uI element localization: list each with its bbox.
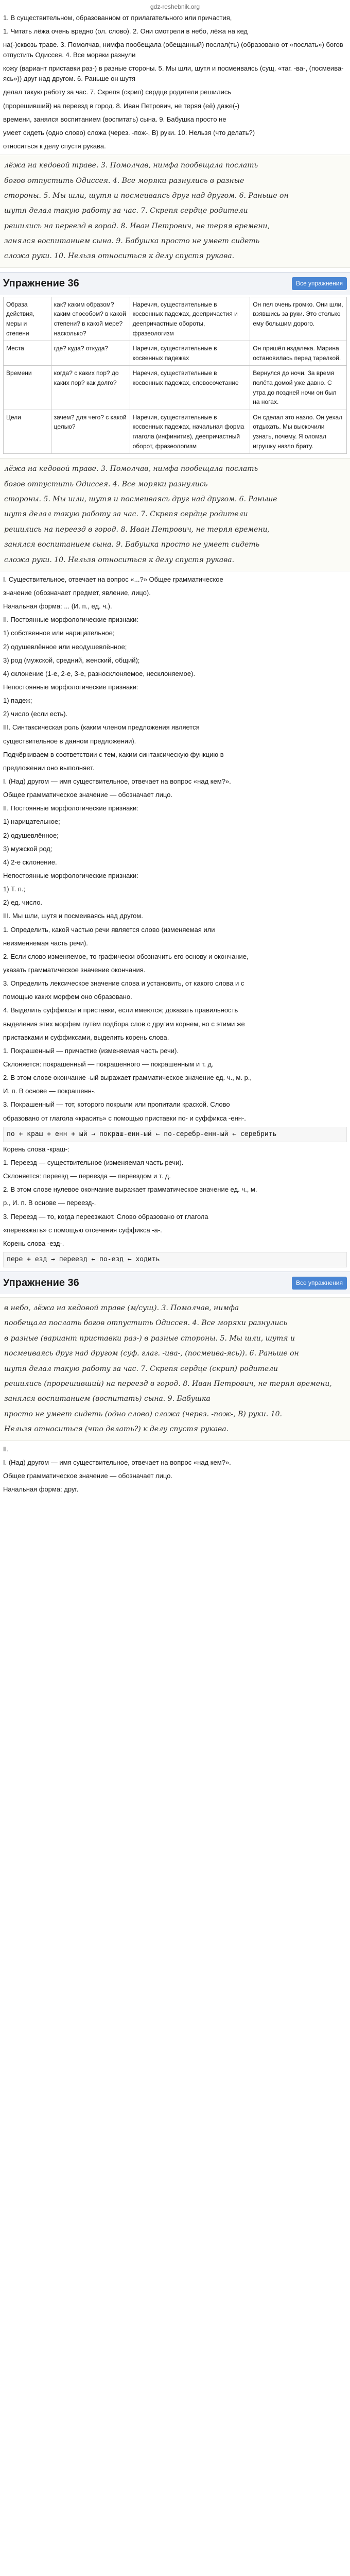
intro-paragraph: кожу (вариант приставки раз-) в разные стороны. 5. Мы шли, шутя и посмеиваясь (сущ. «таг. -ва-, (посмеива-ясь»)) друг над другом. 6. Раньше он шутя: [3, 64, 344, 83]
intro-paragraph: 1. Читать лёжа очень вредно (ол. слово). 2. Они смотрели в небо, лёжа на кед: [3, 27, 248, 35]
all-exercises-button[interactable]: Все упражнения: [292, 1277, 347, 1290]
intro-paragraph: на(-)сквозь траве. 3. Помолчав, нимфа пообещала (обещанный) послал(ть) (образовано от «послать») богов отпустить Одиссея. 4. Все моряки разнули: [3, 40, 343, 59]
morpheme-scheme: по + краш + енн + ый → покраш-енн-ый ← по-серебр-енн-ый ← серебрить: [3, 1127, 347, 1142]
table-row: [4, 341, 347, 366]
analysis-paragraph: Склоняется: покрашенный — покрашенного — покрашенным и т. д.: [3, 1060, 214, 1068]
intro-paragraph: 1. В существительном, образованном от прилагательного или причастия,: [3, 13, 232, 22]
analysis-paragraph: 1. Покрашенный — причастие (изменяемая часть речи).: [3, 1046, 179, 1055]
exercise-title: Упражнение 36: [3, 1277, 79, 1289]
photo-line: стороны. 5. Мы шли, шутя и посмеиваясь друг над другом. 6. Раньше: [4, 495, 277, 503]
table-cell: Он пришёл издалека. Марина остановилась перед тарелкой.: [250, 341, 347, 366]
photo-line: сложа руки. 10. Нельзя относиться к делу спустя рукава.: [4, 252, 235, 261]
analysis-paragraph: 2) одушевлённое;: [3, 831, 59, 839]
exercise-title: Упражнение 36: [3, 277, 79, 289]
table-cell: Наречия, существительные в косвенных падежах, словосочетание: [130, 366, 250, 410]
table-cell: зачем? для чего? с какой целью?: [51, 410, 130, 453]
table-cell: Места: [4, 341, 51, 366]
intro-paragraph: относиться к делу спустя рукава.: [3, 142, 106, 150]
analysis-paragraph: 1) падеж;: [3, 697, 32, 705]
table-cell: Он сделал это назло. Он уехал отдыхать. Мы выскочили узнать, почему. Я оломал игрушку назло брату.: [250, 410, 347, 453]
analysis-paragraph: 4) склонение (1-е, 2-е, 3-е, разносклоняемое, несклоняемое).: [3, 669, 196, 677]
handwritten-photo-1: [0, 155, 350, 268]
analysis-paragraph: 3. Определить лексическое значение слова и установить, от какого слова и с: [3, 979, 244, 988]
tail-paragraph: I. (Над) другом — имя существительное, отвечает на вопрос «над кем?».: [3, 1458, 231, 1466]
photo-line: богов отпустить Одиссея. 4. Все моряки разнулись в разные: [4, 176, 244, 185]
table-cell: Образа действия, меры и степени: [4, 297, 51, 341]
analysis-paragraph: 1) нарицательное;: [3, 818, 60, 826]
intro-paragraph: времени, занялся воспитанием (воспитать) сына. 9. Бабушка просто не: [3, 115, 226, 123]
analysis-paragraph: 2. Если слово изменяемое, то графически обозначить его основу и окончание,: [3, 952, 249, 960]
analysis-paragraph: р., И. п. В основе — переезд-.: [3, 1199, 96, 1207]
tail-section: [0, 1444, 350, 1495]
analysis-paragraph: приставками и суффиксами, выделить корень слова.: [3, 1033, 169, 1041]
analysis-paragraph: I. (Над) другом — имя существительное, отвечает на вопрос «над кем?».: [3, 777, 231, 786]
analysis-paragraph: образовано от глагола «красить» с помощью приставки по- и суффикса -енн-.: [3, 1114, 246, 1122]
analysis-paragraph: Начальная форма: ... (И. п., ед. ч.).: [3, 602, 112, 611]
tail-paragraph: II.: [3, 1445, 9, 1453]
all-exercises-button[interactable]: Все упражнения: [292, 277, 347, 290]
photo-line: решились на переезд в город. 8. Иван Петрович, не теряя времени,: [4, 222, 270, 230]
analysis-paragraph: 1) Т. п.;: [3, 885, 26, 893]
photo-line: занялся воспитанием сына. 9. Бабушка просто не умеет сидеть: [4, 237, 260, 246]
photo-line: решились на переезд в город. 8. Иван Петрович, не теряя времени,: [4, 525, 270, 534]
exercise-header-2: [0, 1272, 350, 1294]
analysis-paragraph: помощью каких морфем оно образовано.: [3, 993, 132, 1001]
analysis-paragraph: И. п. В основе — покрашенн-.: [3, 1087, 96, 1095]
analysis-paragraph: «переезжать» с помощью отсечения суффикса -а-.: [3, 1226, 162, 1234]
photo-line: шутя делал такую работу за час. 7. Скрепя сердце (скрип) родители: [4, 1364, 278, 1373]
analysis-paragraph: Непостоянные морфологические признаки:: [3, 683, 138, 691]
handwritten-photo-2: [0, 458, 350, 571]
analysis-paragraph: I. Существительное, отвечает на вопрос «...?» Общее грамматическое: [3, 575, 223, 583]
analysis-paragraph: 2. В этом слове окончание -ый выражает грамматическое значение ед. ч., м. р.,: [3, 1074, 252, 1082]
adverbials-table-section: [0, 297, 350, 454]
photo-line: в разные (вариант приставки раз-) в разные стороны. 5. Мы шли, шутя и: [4, 1334, 295, 1343]
table-cell: как? каким образом? каким способом? в какой степени? в какой мере? насколько?: [51, 297, 130, 341]
photo-line: в небо, лёжа на кедовой траве (м/сущ). 3. Помолчав, нимфа: [4, 1304, 239, 1313]
analysis-paragraph: 1. Определить, какой частью речи является слово (изменяемая или: [3, 925, 215, 934]
photo-line: лёжа на кедовой траве. 3. Помолчав, нимфа пообещала послать: [4, 465, 258, 473]
analysis-paragraph: III. Мы шли, шутя и посмеиваясь над другом.: [3, 912, 143, 920]
photo-line: посмеиваясь друг над другом (суф. глаг. -ива-, (посмеива-ясь)). 6. Раньше он: [4, 1349, 299, 1358]
analysis-paragraph: значение (обозначает предмет, явление, лицо).: [3, 589, 151, 597]
analysis-paragraph: II. Постоянные морфологические признаки:: [3, 616, 138, 624]
analysis-paragraph: III. Синтаксическая роль (каким членом предложения является: [3, 723, 200, 732]
photo-line: богов отпустить Одиссея. 4. Все моряки разнулись: [4, 480, 208, 488]
table-cell: Наречия, существительные в косвенных падежах, деепричастия и деепричастные обороты, фразеологизм: [130, 297, 250, 341]
analysis-paragraph: Склоняется: переезд — переезда — переездом и т. д.: [3, 1172, 171, 1180]
photo-line: пообещала послать богов отпустить Одиссея. 4. Все моряки разнулись: [4, 1319, 288, 1328]
table-cell: Времени: [4, 366, 51, 410]
analysis-paragraph: 3. Переезд — то, когда переезжают. Слово образовано от глагола: [3, 1212, 208, 1221]
table-row: [4, 366, 347, 410]
photo-line: сложа руки. 10. Нельзя относиться к делу спустя рукава.: [4, 555, 235, 564]
analysis-paragraph: предложении оно выполняет.: [3, 764, 95, 772]
site-url[interactable]: gdz-reshebnik.org: [150, 3, 200, 10]
analysis-paragraph: 2. В этом слове нулевое окончание выражает грамматическое значение ед. ч., м.: [3, 1185, 257, 1194]
photo-line: просто не умеет сидеть (одно слово) сложа (через. -пож-, В) руки. 10.: [4, 1410, 282, 1418]
photo-line: лёжа на кедовой траве. 3. Помолчав, нимфа пообещала послать: [4, 161, 258, 170]
analysis-paragraph: 4) 2-е склонение.: [3, 858, 57, 866]
analysis-paragraph: неизменяемая часть речи).: [3, 939, 88, 947]
analysis-paragraph: 3) род (мужской, средний, женский, общий);: [3, 656, 140, 664]
table-cell: Наречия, существительные в косвенных падежах, начальная форма глагола (инфинитив), деепричастный оборот, фразеологизм: [130, 410, 250, 453]
photo-line: Нельзя относиться (что делать?) к делу спустя рукава.: [4, 1425, 229, 1434]
table-row: [4, 297, 347, 341]
photo-line: шутя делал такую работу за час. 7. Скрепя сердце родители: [4, 207, 248, 215]
analysis-paragraph: существительное в данном предложении).: [3, 737, 136, 745]
photo-line: стороны. 5. Мы шли, шутя и посмеиваясь друг над другом. 6. Раньше он: [4, 191, 289, 200]
analysis-paragraph: указать грамматическое значение окончания.: [3, 966, 146, 974]
table-row: [4, 410, 347, 453]
intro-paragraph: делал такую работу за час. 7. Скрепя (скрип) сердце родители решились: [3, 88, 232, 96]
analysis-section: [0, 574, 350, 1267]
analysis-paragraph: Общее грамматическое значение — обозначает лицо.: [3, 791, 173, 799]
analysis-paragraph: Непостоянные морфологические признаки:: [3, 872, 138, 880]
analysis-paragraph: Корень слова -краш-:: [3, 1145, 69, 1153]
analysis-paragraph: выделения этих морфем путём подбора слов с другим корнем, но с этими же: [3, 1020, 245, 1028]
handwritten-photo-3: [0, 1297, 350, 1441]
intro-paragraph: (прорешивший) на переезд в город. 8. Иван Петрович, не теряя (её) даже(-): [3, 101, 240, 110]
analysis-paragraph: Подчёркиваем в соответствии с тем, каким синтаксическую функцию в: [3, 750, 224, 758]
analysis-paragraph: 4. Выделить суффиксы и приставки, если имеются; доказать правильность: [3, 1006, 238, 1014]
exercise-header: [0, 272, 350, 295]
photo-line: занялся воспитанием сына. 9. Бабушка просто не умеет сидеть: [4, 540, 260, 549]
analysis-paragraph: 2) ед. число.: [3, 899, 43, 907]
tail-paragraph: Начальная форма: друг.: [3, 1485, 79, 1494]
morpheme-scheme: пере + езд → переезд ← по-езд ← ходить: [3, 1252, 347, 1267]
adverbials-table: [3, 297, 347, 454]
analysis-paragraph: Корень слова -езд-.: [3, 1239, 64, 1247]
table-cell: Он пел очень громко. Они шли, взявшись за руки. Это столько ему большим дорого.: [250, 297, 347, 341]
tail-paragraph: Общее грамматическое значение — обозначает лицо.: [3, 1471, 173, 1480]
table-cell: где? куда? откуда?: [51, 341, 130, 366]
analysis-paragraph: II. Постоянные морфологические признаки:: [3, 804, 138, 812]
table-cell: Цели: [4, 410, 51, 453]
photo-line: шутя делал такую работу за час. 7. Скрепя сердце родители: [4, 510, 248, 519]
analysis-paragraph: 1) собственное или нарицательное;: [3, 629, 115, 637]
analysis-paragraph: 3) мужской род;: [3, 844, 52, 853]
table-cell: Вернулся до ночи. За время полёта домой уже давно. С утра до поздней ночи он был на ногах.: [250, 366, 347, 410]
photo-line: решились (прорешивший) на переезд в город. 8. Иван Петрович, не теряя времени,: [4, 1380, 332, 1388]
table-cell: когда? с каких пор? до каких пор? как долго?: [51, 366, 130, 410]
intro-paragraph: умеет сидеть (одно слово) сложа (через. -пож-, В) руки. 10. Нельзя (что делать?): [3, 128, 255, 137]
photo-line: занялся воспитанием (воспитать) сына. 9. Бабушка: [4, 1395, 211, 1403]
analysis-paragraph: 2) число (если есть).: [3, 710, 68, 718]
analysis-paragraph: 2) одушевлённое или неодушевлённое;: [3, 642, 127, 651]
table-cell: Наречия, существительные в косвенных падежах: [130, 341, 250, 366]
intro-section: [0, 13, 350, 152]
analysis-paragraph: 1. Переезд — существительное (изменяемая часть речи).: [3, 1158, 184, 1166]
analysis-paragraph: 3. Покрашенный — тот, которого покрыли или пропитали краской. Слово: [3, 1100, 230, 1109]
